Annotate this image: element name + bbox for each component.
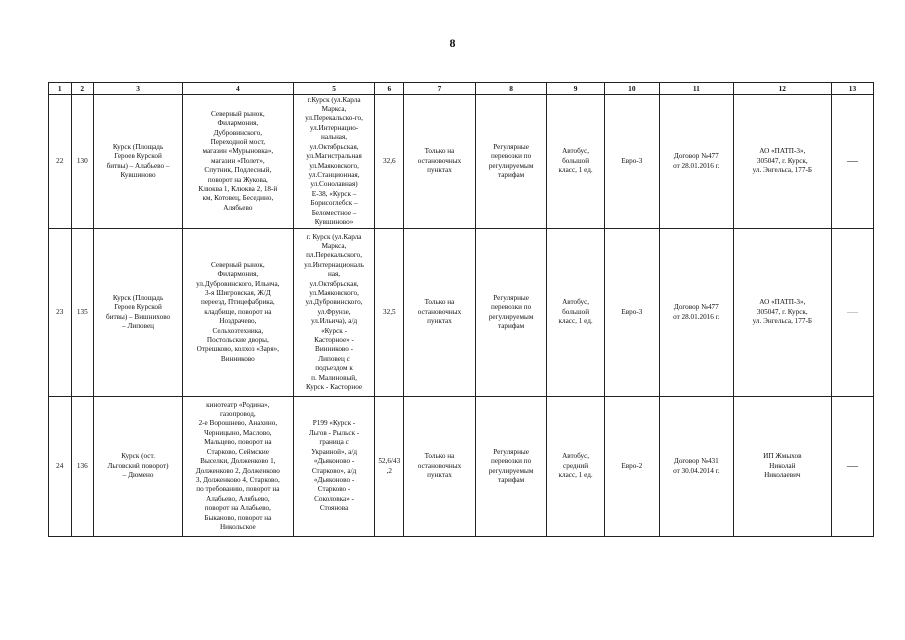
carrier-info-line: Николай xyxy=(769,461,796,470)
transport-type-line: перевозки по xyxy=(491,457,532,466)
vehicle-class-line: большой xyxy=(562,307,590,316)
intermediate-stops-line: кинотеатр «Родина», xyxy=(206,400,270,409)
column-header-8: 8 xyxy=(475,83,547,95)
eco-class: Евро-2 xyxy=(604,397,659,537)
intermediate-stops-line: Сельхозтехника, xyxy=(212,326,264,335)
transport-type-line: регулируемым xyxy=(488,466,534,475)
route-streets-line: «Дьяконово - xyxy=(313,457,355,466)
route-streets-line: ул.Маяковского, xyxy=(309,161,359,170)
route-streets-line: Беломестное – xyxy=(311,208,357,217)
intermediate-stops-line: Отрешково, колхоз «Заря», xyxy=(196,345,280,354)
transport-type-line: Регулярные xyxy=(493,142,529,151)
carrier-info-line: ул. Энгельса, 177-Б xyxy=(752,166,812,175)
vehicle-class-line: большой xyxy=(562,156,590,165)
intermediate-stops-line: Северный рынок, xyxy=(211,260,265,269)
column-header-2: 2 xyxy=(71,83,94,95)
column-header-11: 11 xyxy=(660,83,734,95)
route-streets-line: ул.Станционная, xyxy=(308,170,360,179)
route-name-line: Героев Курской xyxy=(114,152,162,161)
intermediate-stops-line: Северный рынок, xyxy=(211,109,265,118)
route-name-line: Курск (Площадь xyxy=(112,293,164,302)
route-streets-line: Курск - Касторное xyxy=(305,383,363,392)
column-header-12: 12 xyxy=(733,83,831,95)
intermediate-stops-line: переезд, Птицефабрика, xyxy=(201,298,275,307)
column-header-3: 3 xyxy=(94,83,183,95)
transport-type-line: тарифам xyxy=(497,321,525,330)
vehicle-class-line: Автобус, xyxy=(562,298,590,307)
vehicle-class-line: класс, 1 ед. xyxy=(558,471,593,480)
column-header-5: 5 xyxy=(293,83,375,95)
routes-table xyxy=(48,82,874,537)
intermediate-stops xyxy=(183,397,294,537)
intermediate-stops-line: Мальцево, поворот на xyxy=(204,438,272,447)
route-name xyxy=(94,229,183,397)
route-length: 32,5 xyxy=(375,229,404,397)
route-streets-line: ул.Ильича), а/д xyxy=(310,317,358,326)
intermediate-stops-line: Старково, Сеймские xyxy=(206,447,269,456)
intermediate-stops-line: Черницыно, Маслово, xyxy=(204,428,272,437)
carrier-info-line: Николаевич xyxy=(764,471,801,480)
contract-info xyxy=(660,397,734,537)
route-streets-line: Маркса, xyxy=(321,241,347,250)
row-number: 23 xyxy=(49,229,72,397)
route-streets xyxy=(293,95,375,229)
transport-type-line: перевозки по xyxy=(491,152,532,161)
column-header-4: 4 xyxy=(183,83,294,95)
route-streets-line: г.Курск (ул.Карла xyxy=(307,95,361,104)
stop-order-line: остановочных xyxy=(417,461,462,470)
route-streets-line: ул.Интернациональ xyxy=(304,260,364,269)
stop-order-line: Только на xyxy=(424,452,455,461)
route-streets-line: Старково», а/д xyxy=(311,466,357,475)
contract-info-line: от 28.01.2016 г. xyxy=(673,161,720,170)
route-streets-line: ул.Перекальско-го, xyxy=(305,114,363,123)
intermediate-stops-line: магазин «Мурыновка», xyxy=(202,147,274,156)
route-streets-line: ная, xyxy=(327,270,341,279)
contract-info-line: от 30.04.2014 г. xyxy=(673,466,720,475)
carrier-info-line: ИП Жмыхов xyxy=(763,452,802,461)
stop-order-line: Только на xyxy=(424,298,455,307)
route-length-line: ,2 xyxy=(386,466,392,475)
contract-info-line: Договор №477 xyxy=(673,303,719,312)
route-streets-line: «Дьяконово - xyxy=(313,475,355,484)
page-number: 8 xyxy=(449,36,456,50)
transport-type-line: регулируемым xyxy=(488,161,534,170)
contract-info xyxy=(660,229,734,397)
route-streets-line: ул.Интернацио- xyxy=(309,123,359,132)
route-name-line: Льговский поворот) xyxy=(107,461,169,470)
stop-order-line: остановочных xyxy=(417,307,462,316)
route-streets-line: «Курск - xyxy=(321,326,347,335)
note-dash: — xyxy=(831,95,873,229)
route-name xyxy=(94,95,183,229)
intermediate-stops-line: магазин «Полет», xyxy=(210,156,265,165)
route-streets-line: Винниково - xyxy=(315,345,354,354)
route-length: 32,6 xyxy=(375,95,404,229)
intermediate-stops-line: Спутник, Подлесный, xyxy=(204,166,272,175)
transport-type-line: перевозки по xyxy=(491,303,532,312)
column-header-13: 13 xyxy=(831,83,873,95)
vehicle-class-line: средний xyxy=(563,461,589,470)
vehicle-class xyxy=(547,95,604,229)
route-streets-line: Борисоглебск – xyxy=(310,199,358,208)
transport-type-line: тарифам xyxy=(497,170,525,179)
route-streets-line: Липовец с xyxy=(318,354,350,363)
intermediate-stops-line: кладбище, поворот на xyxy=(204,307,272,316)
intermediate-stops-line: Ноздрачево, xyxy=(219,317,257,326)
eco-class: Евро-3 xyxy=(604,229,659,397)
vehicle-class xyxy=(547,229,604,397)
route-name-line: битвы) – Вишнихово xyxy=(105,312,171,321)
route-name-line: Кувшиново xyxy=(120,170,156,179)
route-streets-line: Стоянова xyxy=(319,504,349,513)
intermediate-stops-line: Никольское xyxy=(219,522,256,531)
intermediate-stops-line: ул.Дубровинского, Ильича, xyxy=(196,279,280,288)
vehicle-class xyxy=(547,397,604,537)
column-header-1: 1 xyxy=(49,83,72,95)
route-streets-line: нальная, xyxy=(320,133,348,142)
route-number: 135 xyxy=(71,229,94,397)
route-streets-line: п. Малиновый, xyxy=(311,373,357,382)
intermediate-stops-line: Переходной мост, xyxy=(210,137,266,146)
route-streets-line: Старково - xyxy=(317,485,351,494)
row-number: 24 xyxy=(49,397,72,537)
carrier-info-line: АО «ПАТП-3», xyxy=(759,298,806,307)
table-row xyxy=(49,397,874,537)
row-number: 22 xyxy=(49,95,72,229)
intermediate-stops-line: Долженково 2, Долженково xyxy=(195,466,280,475)
transport-type-line: Регулярные xyxy=(493,293,529,302)
route-streets-line: Соколовка» - xyxy=(314,494,355,503)
note-dash: — xyxy=(831,229,873,397)
intermediate-stops-line: км, Котовец, Беседино, xyxy=(202,194,274,203)
vehicle-class-line: Автобус, xyxy=(562,452,590,461)
carrier-info-line: 305047, г. Курск, xyxy=(756,156,808,165)
route-streets-line: граница с xyxy=(319,438,349,447)
intermediate-stops-line: газопровод, xyxy=(219,410,256,419)
table-header-row xyxy=(49,83,874,95)
intermediate-stops-line: Клюква 1, Клюква 2, 18-й xyxy=(198,185,278,194)
column-header-10: 10 xyxy=(604,83,659,95)
vehicle-class-line: Автобус, xyxy=(562,147,590,156)
intermediate-stops-line: 3, Долженково 4, Старково, xyxy=(195,475,280,484)
intermediate-stops-line: по требованию, поворот на xyxy=(196,485,280,494)
route-streets-line: ул.Октябрьская, xyxy=(309,142,359,151)
intermediate-stops xyxy=(183,95,294,229)
transport-type-line: Регулярные xyxy=(493,447,529,456)
route-streets-line: Украиной», а/д xyxy=(311,447,357,456)
route-number: 130 xyxy=(71,95,94,229)
route-streets-line: пл.Перекальского, xyxy=(306,251,363,260)
transport-type xyxy=(475,229,547,397)
intermediate-stops-line: 2-е Ворошнево, Анахино, xyxy=(198,419,278,428)
intermediate-stops-line: Филармония, xyxy=(217,119,259,128)
stop-order-line: Только на xyxy=(424,147,455,156)
carrier-info xyxy=(733,95,831,229)
intermediate-stops-line: поворот на Алабьево, xyxy=(204,504,271,513)
intermediate-stops xyxy=(183,229,294,397)
intermediate-stops-line: Постольские дворы, xyxy=(206,336,269,345)
stop-order-line: пунктах xyxy=(427,317,452,326)
route-name-line: – Липовец xyxy=(122,321,155,330)
intermediate-stops-line: Выселки, Долженково 1, xyxy=(200,457,276,466)
route-streets-line: Касторное» - xyxy=(314,336,354,345)
route-streets-line: E-38, «Курск – xyxy=(311,189,357,198)
intermediate-stops-line: 3-я Шигровская, Ж/Д xyxy=(205,288,271,297)
table-row xyxy=(49,95,874,229)
contract-info-line: от 28.01.2016 г. xyxy=(673,312,720,321)
stop-order xyxy=(404,229,476,397)
transport-type xyxy=(475,95,547,229)
table-row xyxy=(49,229,874,397)
vehicle-class-line: класс, 1 ед. xyxy=(558,166,593,175)
intermediate-stops-line: Винниково xyxy=(220,354,255,363)
vehicle-class-line: класс, 1 ед. xyxy=(558,317,593,326)
route-streets-line: ул.Магистральная xyxy=(306,152,362,161)
route-streets-line: Р199 «Курск - xyxy=(312,419,356,428)
stop-order-line: остановочных xyxy=(417,156,462,165)
route-name-line: битвы) – Алабьево – xyxy=(106,161,170,170)
contract-info-line: Договор №431 xyxy=(673,457,719,466)
stop-order-line: пунктах xyxy=(427,471,452,480)
transport-type-line: регулируемым xyxy=(488,312,534,321)
contract-info-line: Договор №477 xyxy=(673,152,719,161)
intermediate-stops-line: Алабьево, Алябьево, xyxy=(206,494,270,503)
route-streets-line: Льгов - Рыльск - xyxy=(308,428,360,437)
route-name-line: Курск (Площадь xyxy=(112,142,164,151)
transport-type xyxy=(475,397,547,537)
route-number: 136 xyxy=(71,397,94,537)
stop-order-line: пунктах xyxy=(427,166,452,175)
note-dash: — xyxy=(831,397,873,537)
route-streets-line: г. Курск (ул.Карла xyxy=(306,232,362,241)
route-streets-line: Кувшиново» xyxy=(314,217,354,226)
route-streets-line: подъездом к xyxy=(315,364,353,373)
stop-order xyxy=(404,95,476,229)
route-streets-line: ул.Сонолавная) xyxy=(310,180,358,189)
column-header-7: 7 xyxy=(404,83,476,95)
route-streets-line: Маркса, xyxy=(321,105,347,114)
carrier-info-line: АО «ПАТП-3», xyxy=(759,147,806,156)
intermediate-stops-line: поворот на Жукова, xyxy=(207,175,268,184)
route-name-line: – Дюмено xyxy=(122,471,154,480)
carrier-info xyxy=(733,397,831,537)
intermediate-stops-line: Филармония, xyxy=(217,270,259,279)
carrier-info-line: 305047, г. Курск, xyxy=(756,307,808,316)
route-name xyxy=(94,397,183,537)
route-length-line: 52,6/43 xyxy=(378,457,401,466)
eco-class: Евро-3 xyxy=(604,95,659,229)
column-header-6: 6 xyxy=(375,83,404,95)
intermediate-stops-line: Алябьево xyxy=(223,203,253,212)
stop-order xyxy=(404,397,476,537)
contract-info xyxy=(660,95,734,229)
carrier-info xyxy=(733,229,831,397)
route-streets-line: ул.Фрунзе, xyxy=(317,307,351,316)
intermediate-stops-line: Дубровинского, xyxy=(213,128,263,137)
transport-type-line: тарифам xyxy=(497,475,525,484)
route-name-line: Курск (ост. xyxy=(121,452,155,461)
route-length xyxy=(375,397,404,537)
route-streets-line: ул.Дубровинского, xyxy=(305,298,363,307)
column-header-9: 9 xyxy=(547,83,604,95)
intermediate-stops-line: Быканово, поворот на xyxy=(204,513,272,522)
route-streets xyxy=(293,397,375,537)
route-streets-line: ул.Маяковского, xyxy=(309,288,359,297)
route-streets xyxy=(293,229,375,397)
route-streets-line: ул.Октябрьская, xyxy=(309,279,359,288)
route-name-line: Героев Курской xyxy=(114,303,162,312)
carrier-info-line: ул. Энгельса, 177-Б xyxy=(752,317,812,326)
